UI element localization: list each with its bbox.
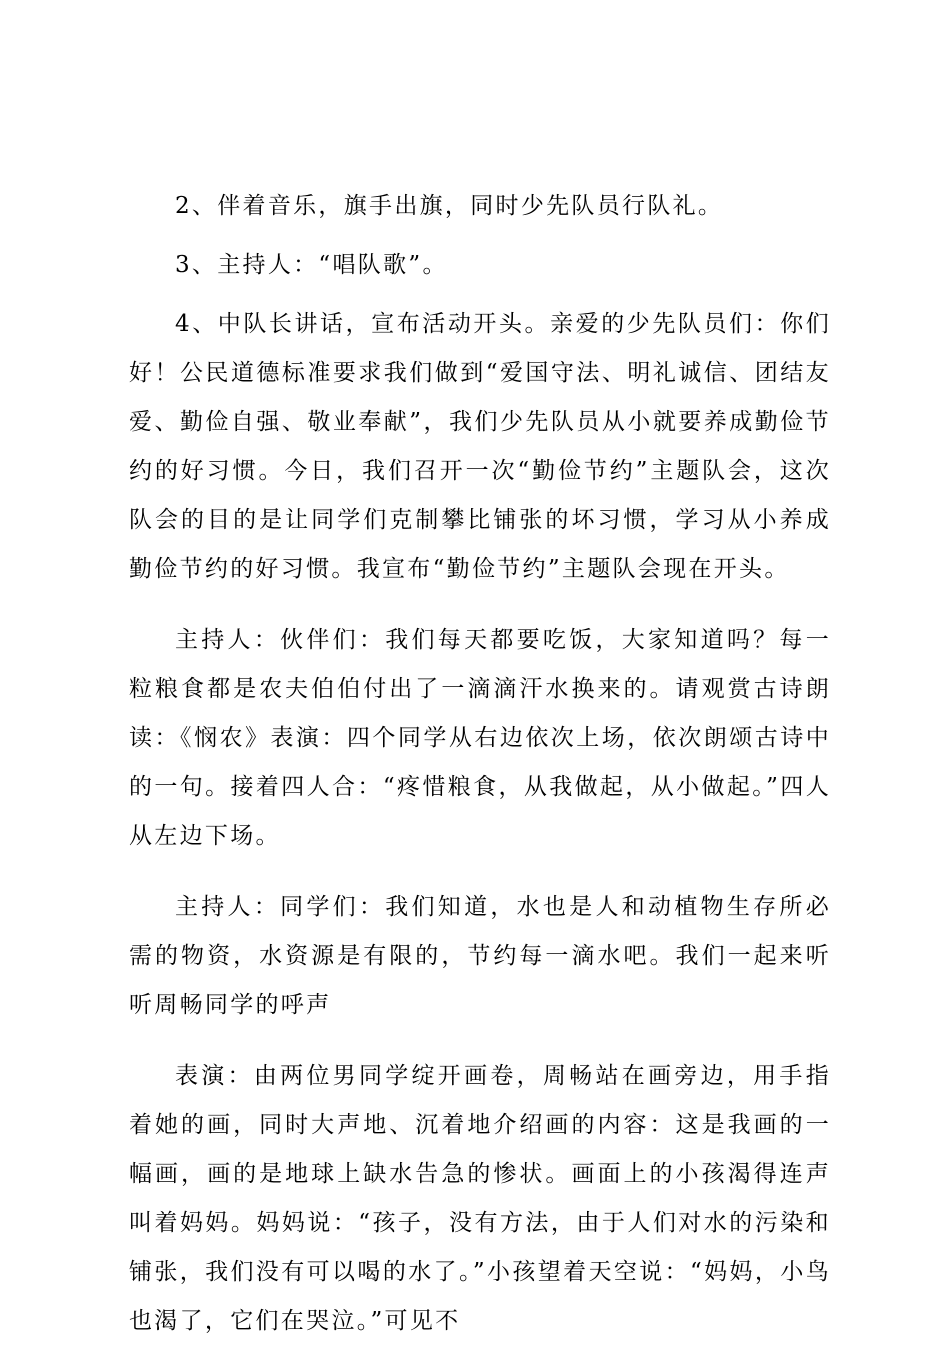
paragraph-team-song: 3、主持人：“唱队歌”。 bbox=[175, 252, 448, 278]
paragraph-painting-performance: 表演：由两位男同学绽开画卷，周畅站在画旁边，用手指着她的画，同时大声地、沉着地介绍画的内容：这是我画的一幅画，画的是地球上缺水告急的惨状。画面上的小孩渴得连声叫着妈妈。妈妈说：“孩子，没有方法，由于人们对水的污染和铺张，我们没有可以喝的水了。”小孩望着天空说：“妈妈，小鸟也渴了，它们在哭泣。”可见不 bbox=[129, 1063, 831, 1334]
paragraph-grain-poem: 主持人：伙伴们：我们每天都要吃饭，大家知道吗？每一粒粮食都是农夫伯伯付出了一滴滴汗水换来的。请观赏古诗朗读：《悯农》表演：四个同学从右边依次上场，依次朗颂古诗中的一句。接着四人合：“疼惜粮食，从我做起，从小做起。”四人从左边下场。 bbox=[129, 627, 831, 849]
document-body bbox=[129, 182, 831, 1346]
paragraph-water-saving: 主持人：同学们：我们知道，水也是人和动植物生存所必需的物资，水资源是有限的，节约每一滴水吧。我们一起来听听周畅同学的呼声 bbox=[129, 894, 831, 1018]
paragraph-captain-speech: 4、中队长讲话，宣布活动开头。亲爱的少先队员们：你们好！公民道德标准要求我们做到“爱国守法、明礼诚信、团结友爱、勤俭自强、敬业奉献”，我们少先队员从小就要养成勤俭节约的好习惯。今日，我们召开一次“勤俭节约”主题队会，这次队会的目的是让同学们克制攀比铺张的坏习惯，学习从小养成勤俭节约的好习惯。我宣布“勤俭节约”主题队会现在开头。 bbox=[129, 311, 831, 582]
paragraph-flag-raising: 2、伴着音乐，旗手出旗，同时少先队员行队礼。 bbox=[175, 193, 724, 219]
